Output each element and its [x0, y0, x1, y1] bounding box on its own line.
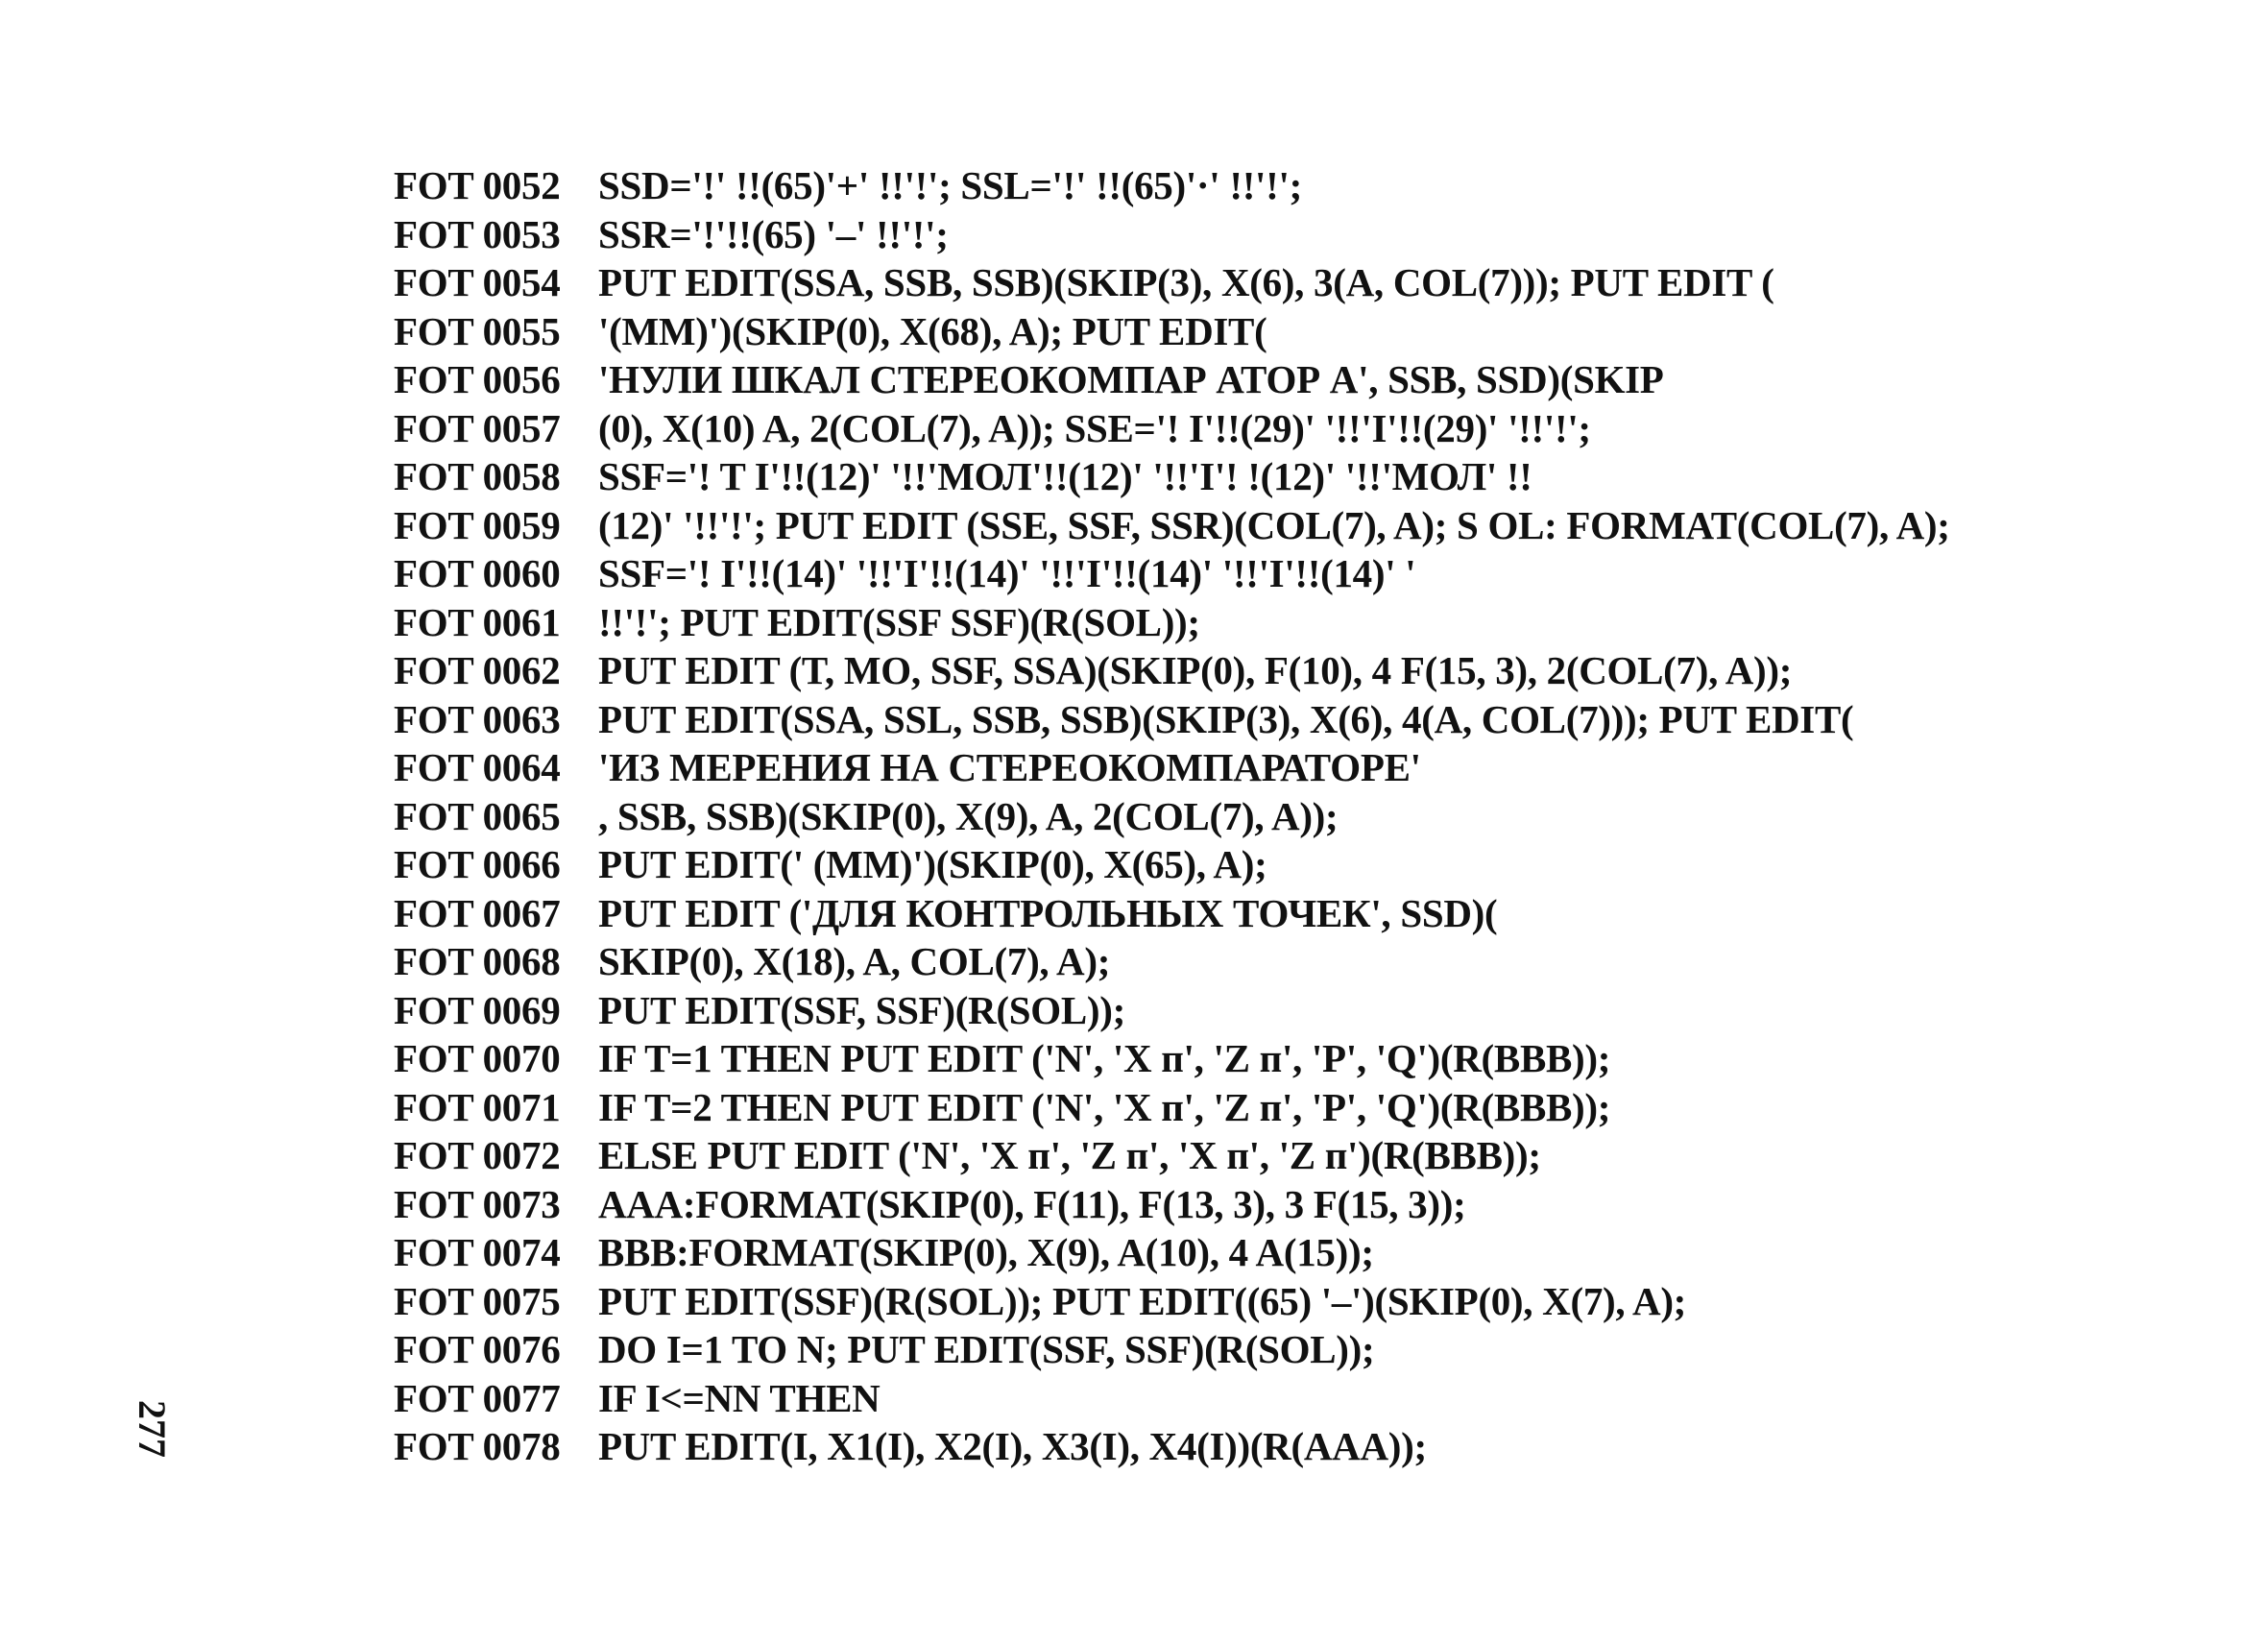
code-line [394, 792, 2247, 841]
line-number: FOT 0068 [394, 939, 561, 983]
line-number: FOT 0077 [394, 1375, 561, 1420]
code-line [394, 598, 2247, 647]
line-code: 'НУЛИ ШКАЛ СТЕРЕОКОМПАР АТОР А', SSB, SSD)(SKIP [598, 357, 1664, 401]
line-number: FOT 0053 [394, 211, 561, 256]
line-number: FOT 0054 [394, 260, 561, 304]
code-line [394, 307, 2247, 356]
line-number: FOT 0058 [394, 454, 561, 498]
line-code: PUT EDIT(SSA, SSL, SSB, SSB)(SKIP(3), X(6), 4(A, COL(7))); PUT EDIT( [598, 696, 1854, 741]
code-line [394, 549, 2247, 598]
page-number: 277 [131, 1400, 174, 1458]
code-line [394, 258, 2247, 307]
line-code: '(MM)')(SKIP(0), X(68), A); PUT EDIT( [598, 308, 1267, 353]
code-line [394, 1180, 2247, 1229]
line-code: SSF='! I'!!(14)' '!!'I'!!(14)' '!!'I'!!(14)' '!!'I'!!(14)' ' [598, 551, 1416, 595]
code-line [394, 840, 2247, 889]
line-code: DO I=1 TO N; PUT EDIT(SSF, SSF)(R(SOL)); [598, 1327, 1375, 1371]
line-code: IF T=1 THEN PUT EDIT ('N', 'X п', 'Z п', 'P', 'Q')(R(BBB)); [598, 1036, 1611, 1080]
line-code: IF T=2 THEN PUT EDIT ('N', 'X п', 'Z п', 'P', 'Q')(R(BBB)); [598, 1084, 1611, 1129]
code-line [394, 355, 2247, 404]
line-number: FOT 0066 [394, 842, 561, 886]
line-number: FOT 0065 [394, 793, 561, 838]
line-code: (0), X(10) A, 2(COL(7), A)); SSE='! I'!!(29)' '!!'I'!!(29)' '!!'!'; [598, 405, 1591, 450]
line-code: AAA:FORMAT(SKIP(0), F(11), F(13, 3), 3 F(15, 3)); [598, 1181, 1466, 1226]
line-code: , SSB, SSB)(SKIP(0), X(9), A, 2(COL(7), A)); [598, 793, 1339, 838]
line-number: FOT 0067 [394, 890, 561, 935]
line-code: SSR='!'!!(65) '–' !!'!'; [598, 211, 949, 256]
code-listing [394, 161, 2247, 1471]
line-number: FOT 0078 [394, 1424, 561, 1468]
line-code: BBB:FORMAT(SKIP(0), X(9), A(10), 4 A(15)); [598, 1230, 1374, 1274]
line-number: FOT 0076 [394, 1327, 561, 1371]
line-number: FOT 0056 [394, 357, 561, 401]
code-line [394, 646, 2247, 695]
code-line [394, 1228, 2247, 1277]
line-code: SSD='!' !!(65)'+' !!'!'; SSL='!' !!(65)'·' !!'!'; [598, 163, 1302, 207]
line-code: SSF='! T I'!!(12)' '!!'MОЛ'!!(12)' '!!'I'! !(12)' '!!'МОЛ' !! [598, 454, 1532, 498]
line-code: PUT EDIT(I, X1(I), X2(I), X3(I), X4(I))(R(AAA)); [598, 1424, 1427, 1468]
line-number: FOT 0055 [394, 308, 561, 353]
code-line [394, 1083, 2247, 1132]
code-line [394, 1131, 2247, 1180]
line-number: FOT 0063 [394, 696, 561, 741]
line-number: FOT 0069 [394, 987, 561, 1032]
line-code: !!'!'; PUT EDIT(SSF SSF)(R(SOL)); [598, 599, 1200, 644]
line-code: PUT EDIT ('ДЛЯ КОНТРОЛЬНЫХ ТОЧЕК', SSD)( [598, 890, 1498, 935]
code-line [394, 1374, 2247, 1423]
code-line [394, 695, 2247, 744]
line-number: FOT 0062 [394, 648, 561, 692]
code-line [394, 404, 2247, 453]
code-line [394, 1277, 2247, 1326]
code-line [394, 937, 2247, 986]
line-number: FOT 0074 [394, 1230, 561, 1274]
line-number: FOT 0073 [394, 1181, 561, 1226]
line-code: PUT EDIT(SSF, SSF)(R(SOL)); [598, 987, 1125, 1032]
line-code: PUT EDIT (T, MO, SSF, SSA)(SKIP(0), F(10), 4 F(15, 3), 2(COL(7), A)); [598, 648, 1793, 692]
code-line [394, 1325, 2247, 1374]
line-number: FOT 0071 [394, 1084, 561, 1129]
line-number: FOT 0061 [394, 599, 561, 644]
line-code: PUT EDIT(SSF)(R(SOL)); PUT EDIT((65) '–')(SKIP(0), X(7), A); [598, 1278, 1687, 1323]
code-line [394, 501, 2247, 550]
line-code: ELSE PUT EDIT ('N', 'X п', 'Z п', 'X п', 'Z п')(R(BBB)); [598, 1133, 1541, 1177]
code-line [394, 452, 2247, 501]
line-number: FOT 0070 [394, 1036, 561, 1080]
code-line [394, 1034, 2247, 1083]
code-line [394, 889, 2247, 938]
line-code: SKIP(0), X(18), A, COL(7), A); [598, 939, 1111, 983]
line-code: PUT EDIT(' (MM)')(SKIP(0), X(65), A); [598, 842, 1267, 886]
code-line [394, 986, 2247, 1035]
line-number: FOT 0072 [394, 1133, 561, 1177]
code-line [394, 743, 2247, 792]
line-code: (12)' '!!'!'; PUT EDIT (SSE, SSF, SSR)(COL(7), A); S OL: FORMAT(COL(7), A); [598, 502, 1950, 547]
line-code: 'ИЗ МЕРЕНИЯ НА СТЕРЕОКОМПАРАТОРЕ' [598, 745, 1421, 789]
code-line [394, 161, 2247, 210]
code-line [394, 1422, 2247, 1471]
code-line [394, 210, 2247, 259]
line-number: FOT 0064 [394, 745, 561, 789]
line-code: IF I<=NN THEN [598, 1375, 881, 1420]
line-number: FOT 0059 [394, 502, 561, 547]
line-number: FOT 0060 [394, 551, 561, 595]
line-number: FOT 0052 [394, 163, 561, 207]
line-number: FOT 0075 [394, 1278, 561, 1323]
line-number: FOT 0057 [394, 405, 561, 450]
line-code: PUT EDIT(SSA, SSB, SSB)(SKIP(3), X(6), 3(A, COL(7))); PUT EDIT ( [598, 260, 1774, 304]
